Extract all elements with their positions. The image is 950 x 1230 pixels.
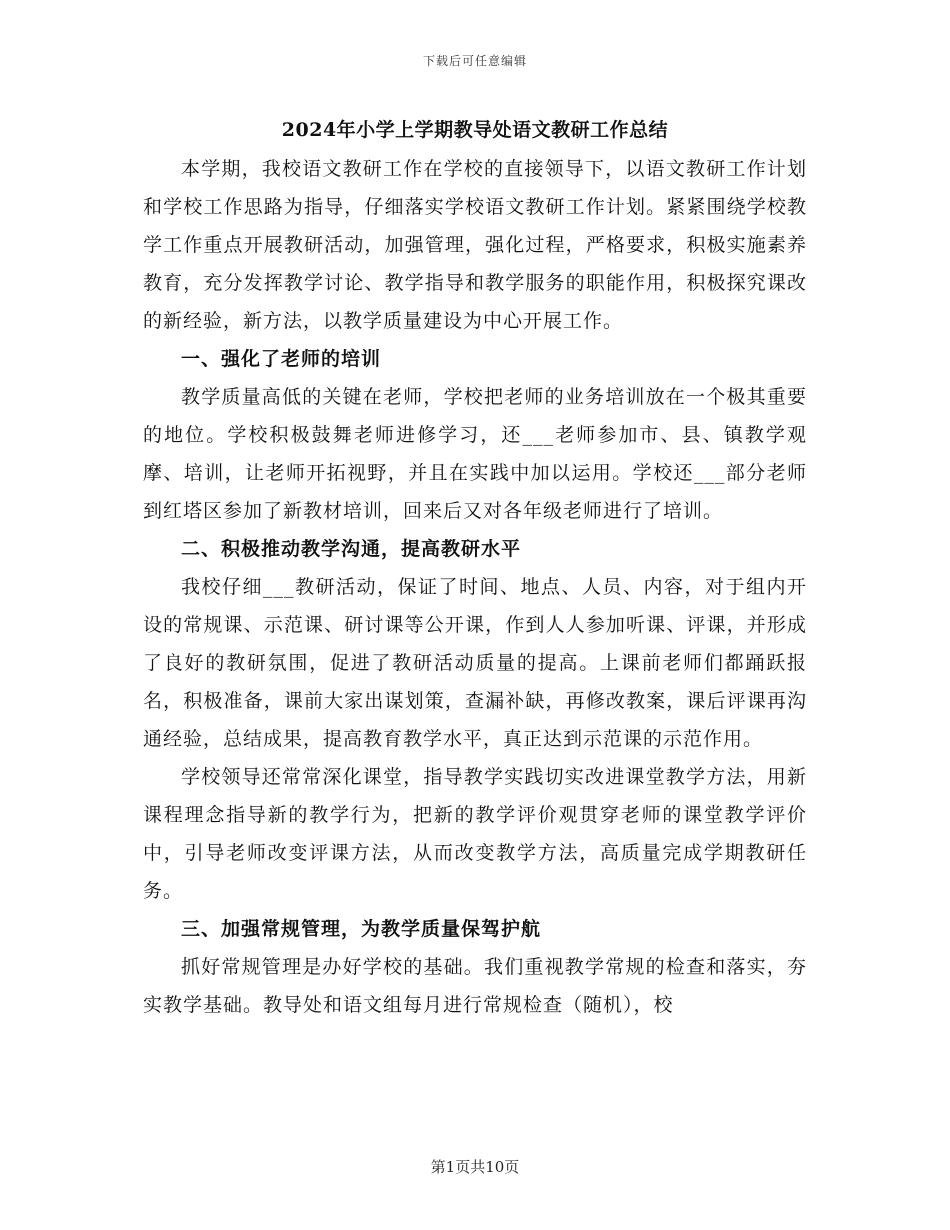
document-title: 2024年小学上学期教导处语文教研工作总结 (281, 119, 669, 141)
section-heading-1: 一、强化了老师的培训 (181, 348, 382, 370)
section-3-paragraph: 抓好常规管理是办好学校的基础。我们重视教学常规的检查和落实，夯实教学基础。教导处和语文组每月进行常规检查（随机），校 (143, 956, 807, 1016)
intro-paragraph: 本学期，我校语文教研工作在学校的直接领导下，以语文教研工作计划和学校工作思路为指导，仔细落实学校语文教研工作计划。紧紧围绕学校教学工作重点开展教研活动，加强管理，强化过程，严格要求，积极实施素养教育，充分发挥教学讨论、教学指导和教学服务的职能作用，积极探究课改的新经验，新方法，以教学质量建设为中心开展工作。 (143, 158, 807, 332)
section-2-paragraph-2: 学校领导还常常深化课堂，指导教学实践切实改进课堂教学方法，用新课程理念指导新的教学行为，把新的教学评价观贯穿老师的课堂教学评价中，引导老师改变评课方法，从而改变教学方法，高质量完成学期教研任务。 (143, 766, 807, 902)
download-note: 下载后可任意编辑 (422, 54, 527, 68)
section-heading-3: 三、加强常规管理，为教学质量保驾护航 (181, 918, 542, 940)
section-heading-2: 二、积极推动教学沟通，提高教研水平 (181, 538, 522, 560)
page-number: 第1页共10页 (430, 1158, 520, 1176)
section-1-paragraph: 教学质量高低的关键在老师，学校把老师的业务培训放在一个极其重要的地位。学校积极鼓舞老师进修学习，还___老师参加市、县、镇教学观摩、培训，让老师开拓视野，并且在实践中加以运用。学校还___部分老师到红塔区参加了新教材培训，回来后又对各年级老师进行了培训。 (143, 386, 807, 522)
document-body (143, 150, 807, 1024)
section-2-paragraph-1: 我校仔细___教研活动，保证了时间、地点、人员、内容，对于组内开设的常规课、示范课、研讨课等公开课，作到人人参加听课、评课，并形成了良好的教研氛围，促进了教研活动质量的提高。上课前老师们都踊跃报名，积极准备，课前大家出谋划策，查漏补缺，再修改教案，课后评课再沟通经验，总结成果，提高教育教学水平，真正达到示范课的示范作用。 (143, 576, 807, 750)
